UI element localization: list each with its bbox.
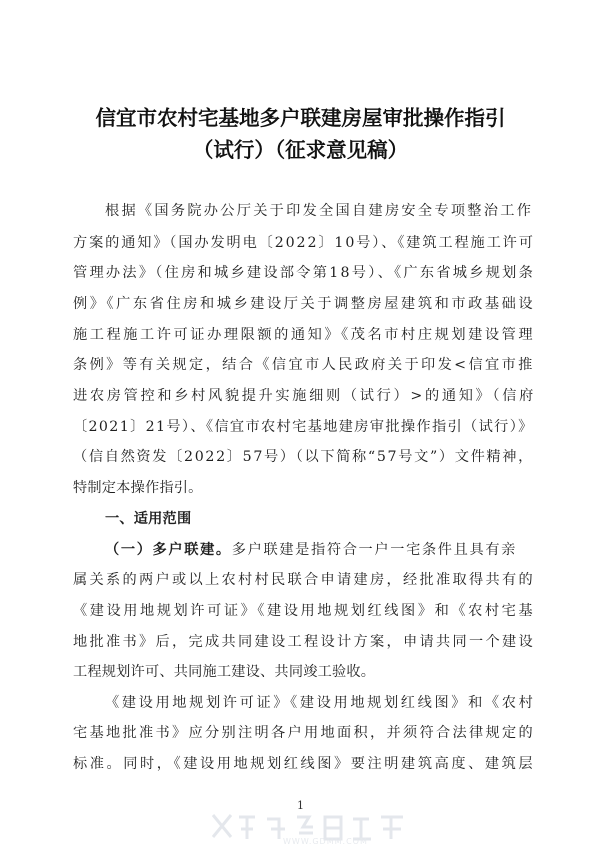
paragraph-1-line-8: 〔2021〕21号）、《信宜市农村宅基地建房审批操作指引（试行）》	[73, 419, 534, 435]
paragraph-1-line-2: 方案的通知》（国办发明电〔2022〕10号）、《建筑工程施工许可	[73, 235, 535, 251]
watermark-text: WWW.GDMM.COM	[283, 837, 368, 846]
document-title-line-1: 信宜市农村宅基地多户联建房屋审批操作指引	[95, 106, 506, 130]
paragraph-1-line-9: （信自然资发〔2022〕57号）（以下简称“57号文”）文件精神，	[73, 449, 535, 465]
paragraph-1-line-7: 进农房管控和乡村风貌提升实施细则（试行）>的通知》（信府	[73, 388, 536, 404]
paragraph-1-line-1: 根据《国务院办公厅关于印发全国自建房安全专项整治工作	[105, 203, 534, 219]
paragraph-1-line-4: 例》《广东省住房和城乡建设厅关于调整房屋建筑和市政基础设	[73, 296, 536, 312]
section-1-heading: 一、适用范围	[105, 511, 192, 527]
sub-1-line-5: 工程规划许可、共同施工建设、共同竣工验收。	[73, 664, 376, 680]
sub-1-line-2: 属关系的两户或以上农村村民联合申请建房，经批准取得共有的	[73, 572, 535, 588]
paragraph-3-line-1: 《建设用地规划许可证》《建设用地规划红线图》和《农村	[105, 695, 536, 711]
sub-1-line-4: 地批准书》后，完成共同建设工程设计方案，申请共同一个建设	[73, 634, 535, 650]
paragraph-1-line-6: 条例》等有关规定，结合《信宜市人民政府关于印发<信宜市推	[73, 357, 535, 373]
site-watermark	[205, 807, 415, 852]
sub-1-label: （一）多户联建。	[105, 542, 232, 558]
paragraph-1-line-10: 特制定本操作指引。	[73, 480, 203, 496]
sub-1-line-1	[105, 537, 517, 563]
paragraph-1-line-3: 管理办法》（住房和城乡建设部令第18号）、《广东省城乡规划条	[73, 265, 536, 281]
document-title-line-2: （试行）（征求意见稿）	[192, 138, 409, 162]
paragraph-3-line-2: 宅基地批准书》应分别注明各户用地面积，并须符合法律规定的	[73, 725, 535, 741]
paragraph-3-line-3: 标准。同时，《建设用地规划红线图》要注明建筑高度、建筑层	[73, 756, 536, 772]
sub-1-line-3: 《建设用地规划许可证》《建设用地规划红线图》和《农村宅基	[73, 603, 536, 619]
paragraph-1-line-5: 施工程施工许可证办理限额的通知》《茂名市村庄规划建设管理	[73, 327, 536, 343]
page-number: 1	[297, 799, 304, 812]
sub-1-text-1: 多户联建是指符合一户一宅条件且具有亲	[231, 542, 518, 558]
